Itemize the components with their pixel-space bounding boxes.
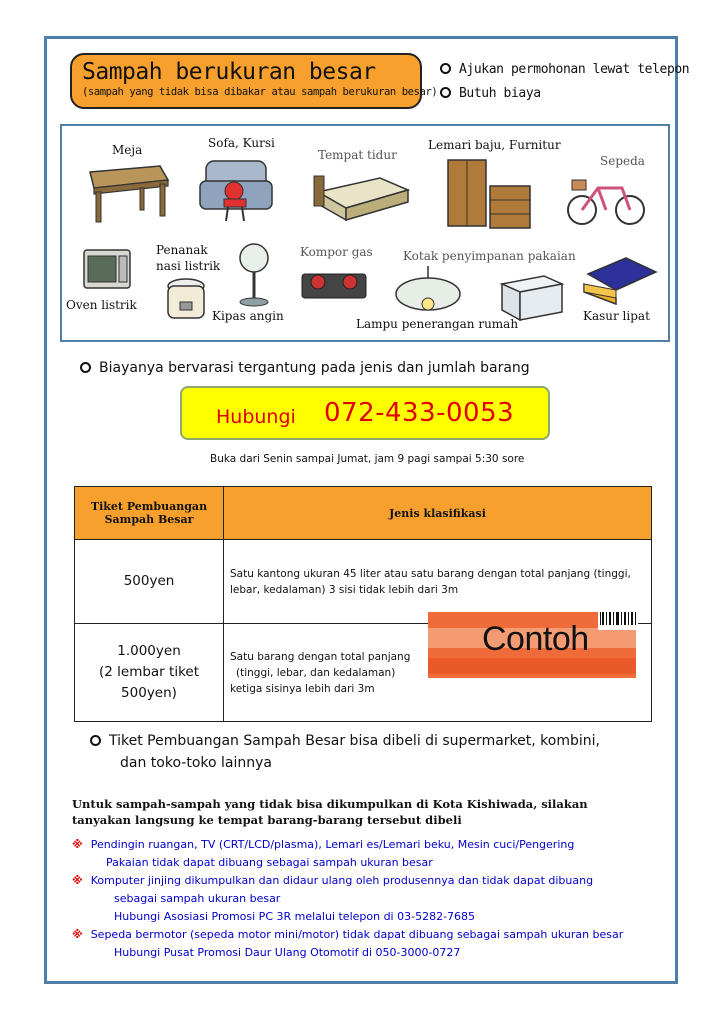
note-cost: Butuh biaya [440, 82, 689, 106]
table-header-row [75, 487, 652, 540]
table-icon [80, 162, 170, 224]
desc-cell: Satu barang dengan total panjang (tinggi, lebar, dan kedalaman) ketiga sisinya lebih dari 3m [224, 624, 652, 722]
bicycle-icon [566, 174, 648, 228]
label-futon: Kasur lipat [583, 309, 650, 323]
gas-stove-icon [300, 262, 368, 302]
note-phone: Ajukan permohonan lewat telepon [440, 58, 689, 82]
page-subtitle: (sampah yang tidak bisa dibakar atau sampah berukuran besar) [82, 86, 438, 98]
reference-mark-icon: ※ [72, 838, 83, 851]
warning-item: ※ Sepeda bermotor (sepeda motor mini/motor) tidak dapat dibuang sebagai sampah ukuran besar [72, 928, 624, 941]
ticket-purchase-note: Tiket Pembuangan Sampah Besar bisa dibeli di supermarket, kombini, dan toko-toko lainnya [90, 730, 600, 774]
page-title: Sampah berukuran besar [82, 59, 376, 85]
warnings-list: ※ Pendingin ruangan, TV (CRT/LCD/plasma), Lemari es/Lemari beku, Mesin cuci/Pengering Pakaian tidak dapat dibuang sebagai sampah ukuran besar ※ Komputer jinjing dikumpulkan dan didaur ulang oleh produsennya dan tidak dapat dibuang sebagai sampah ukuran besar Hubungi Asosiasi Promosi PC 3R melalui telepon di 03-5282-7685 ※ Sepeda bermotor (sepeda motor mini/motor) tidak dapat dibuang sebagai sampah ukuran besar Hubungi Pusat Promosi Daur Ulang Otomotif di 050-3000-0727 [72, 838, 624, 959]
price-cell: 500yen [75, 540, 224, 624]
cost-note: Biayanya bervarasi tergantung pada jenis dan jumlah barang [80, 360, 530, 376]
label-meja: Meja [112, 143, 143, 157]
storage-box-icon [496, 270, 566, 324]
phone-number[interactable]: 072-433-0053 [324, 398, 515, 428]
city-note: Untuk sampah-sampah yang tidak bisa dikumpulkan di Kota Kishiwada, silakan tanyakan langsung ke tempat barang-barang tersebut dibeli [72, 797, 588, 827]
label-stove: Kompor gas [300, 245, 373, 259]
circle-bullet-icon [80, 362, 91, 373]
fan-icon [234, 242, 274, 308]
header-ticket: Tiket Pembuangan Sampah Besar [75, 487, 224, 540]
label-lamp: Lampu penerangan rumah [356, 317, 519, 331]
ceiling-lamp-icon [392, 264, 464, 314]
reference-mark-icon: ※ [72, 928, 83, 941]
phone-label: Hubungi [216, 406, 296, 428]
label-sofa: Sofa, Kursi [208, 136, 275, 150]
wardrobe-icon [440, 156, 536, 234]
label-wardrobe: Lemari baju, Furnitur [428, 138, 561, 152]
side-notes [440, 58, 689, 106]
label-bed: Tempat tidur [318, 148, 397, 162]
office-hours: Buka dari Senin sampai Jumat, jam 9 pagi sampai 5:30 sore [210, 453, 525, 465]
rice-cooker-icon [164, 276, 208, 322]
label-storage: Kotak penyimpanan pakaian [403, 249, 576, 263]
label-ricecooker: Penanak nasi listrik [156, 243, 221, 273]
warning-item: ※ Komputer jinjing dikumpulkan dan didaur ulang oleh produsennya dan tidak dapat dibuang [72, 874, 594, 887]
barcode-icon [598, 610, 638, 630]
title-banner [70, 53, 438, 109]
circle-bullet-icon [90, 735, 101, 746]
oven-icon [82, 246, 132, 290]
sample-label: Contoh [482, 620, 589, 658]
desc-cell: Satu kantong ukuran 45 liter atau satu barang dengan total panjang (tinggi, lebar, kedalaman) 3 sisi tidak lebih dari 3m [224, 540, 652, 624]
reference-mark-icon: ※ [72, 874, 83, 887]
label-fan: Kipas angin [212, 309, 284, 323]
sample-ticket-band [428, 658, 636, 674]
futon-icon [580, 254, 658, 306]
sofa-icon [198, 155, 276, 225]
label-oven: Oven listrik [66, 298, 137, 312]
phone-contact-box [180, 386, 550, 440]
price-cell: 1.000yen (2 lembar tiket 500yen) [75, 624, 224, 722]
header-classification: Jenis klasifikasi [224, 487, 652, 540]
table-row [75, 540, 652, 624]
warning-item: ※ Pendingin ruangan, TV (CRT/LCD/plasma), Lemari es/Lemari beku, Mesin cuci/Pengering [72, 838, 575, 851]
bed-icon [310, 168, 412, 226]
circle-bullet-icon [440, 87, 451, 98]
label-bike: Sepeda [600, 154, 645, 168]
ticket-table [74, 486, 652, 722]
circle-bullet-icon [440, 63, 451, 74]
